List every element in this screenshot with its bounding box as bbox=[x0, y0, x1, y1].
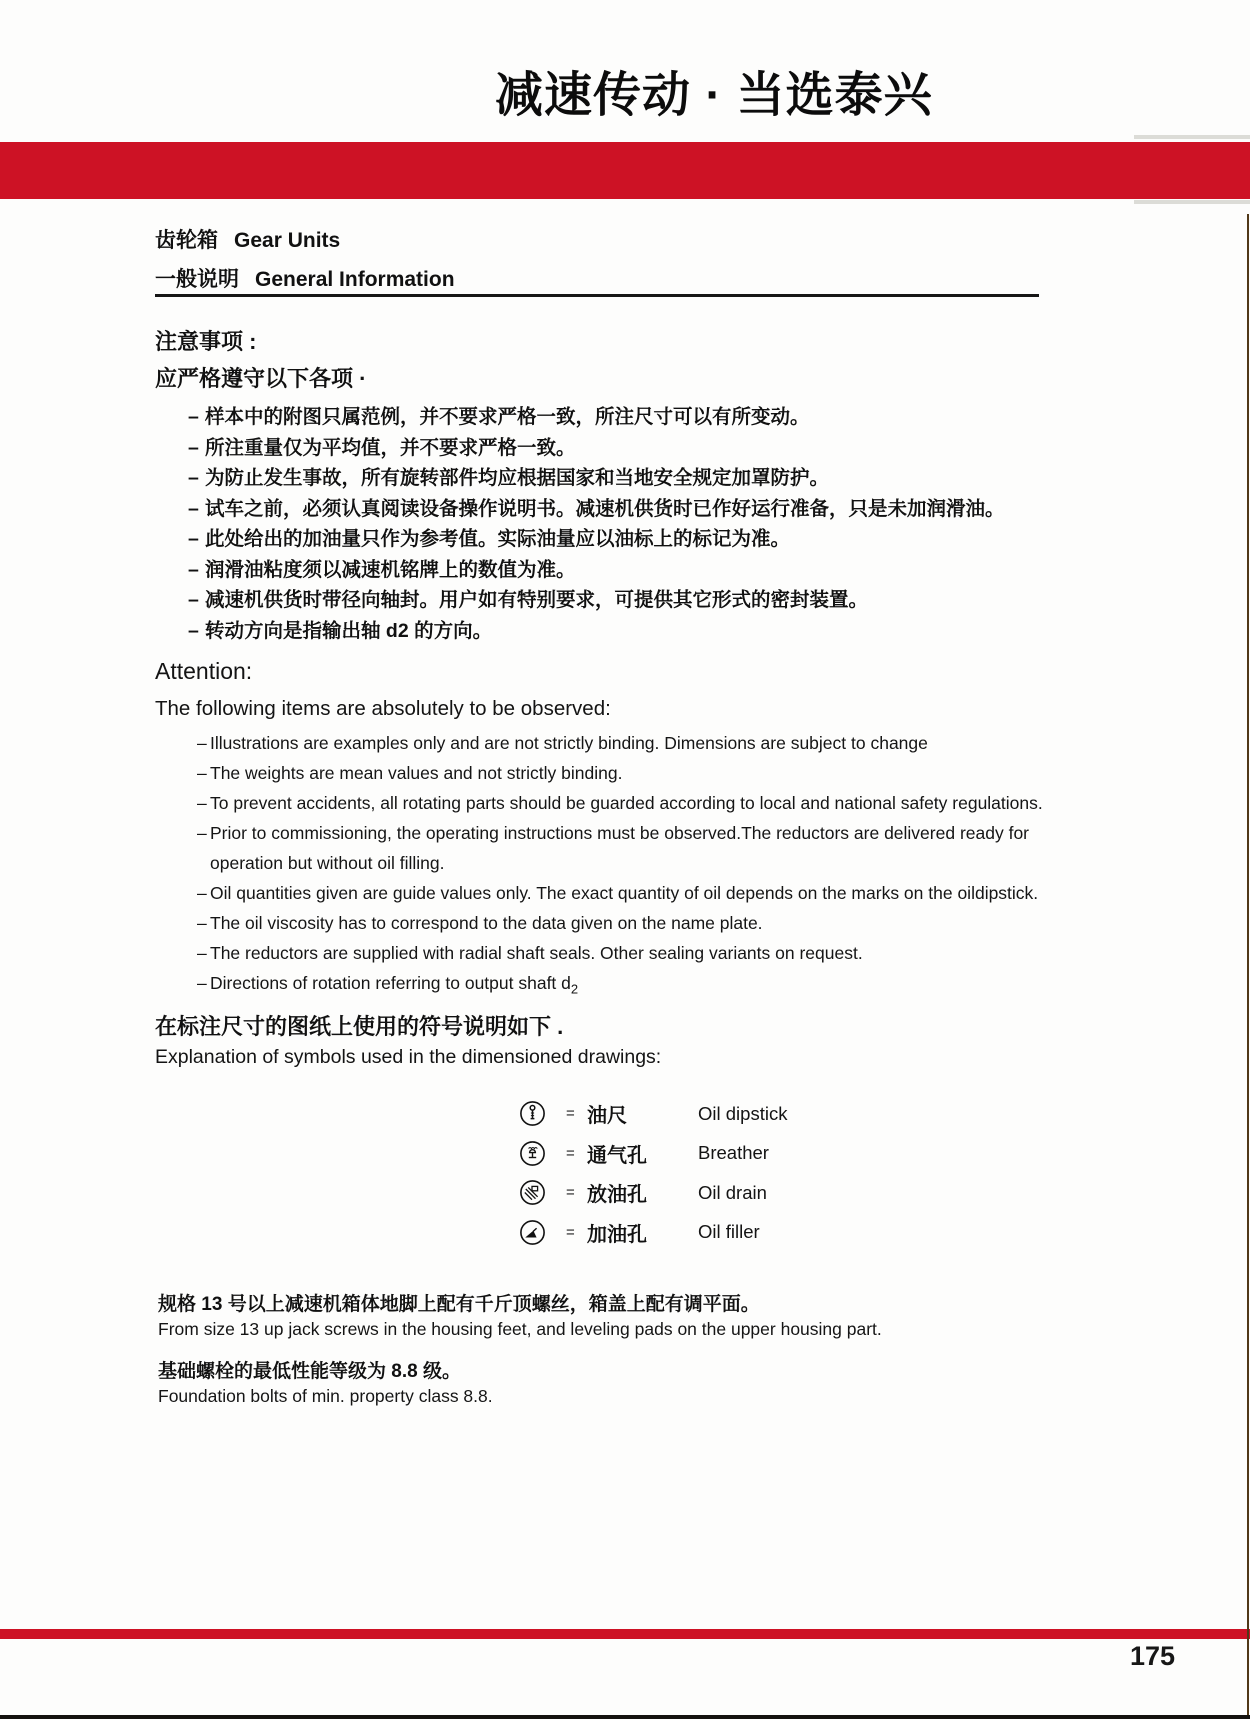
list-item-text: 为防止发生事故，所有旋转部件均应根据国家和当地安全规定加罩防护。 bbox=[205, 467, 830, 489]
symbol-label-zh: 加油孔 bbox=[587, 1223, 647, 1246]
list-item-text: The weights are mean values and not strictly binding. bbox=[210, 763, 623, 783]
list-item-text bbox=[210, 968, 578, 998]
dash-bullet: – bbox=[197, 763, 207, 783]
section-heading-gear-units bbox=[155, 224, 340, 254]
list-item bbox=[197, 908, 1043, 938]
jack-screws-note-zh: 规格 13 号以上减速机箱体地脚上配有千斤顶螺丝，箱盖上配有调平面。 bbox=[158, 1294, 760, 1315]
list-item-text: Illustrations are examples only and are not strictly binding. Dimensions are subject to change bbox=[210, 733, 928, 753]
attention-heading-en: Attention: bbox=[155, 658, 253, 684]
list-item bbox=[188, 616, 1005, 647]
symbol-row-oil-filler bbox=[519, 1213, 787, 1253]
list-item-text: 减速机供货时带径向轴封。用户如有特别要求，可提供其它形式的密封装置。 bbox=[205, 589, 869, 611]
rotation-note-text: Directions of rotation referring to output shaft d bbox=[210, 973, 571, 993]
symbols-legend bbox=[519, 1094, 787, 1252]
list-item bbox=[188, 555, 1005, 586]
list-item bbox=[188, 433, 1005, 464]
d2-subscript: 2 bbox=[570, 981, 579, 997]
list-item bbox=[188, 402, 1005, 433]
scan-artifact-line-top bbox=[1134, 135, 1250, 139]
list-item-text: 转动方向是指输出轴 d2 的方向。 bbox=[205, 619, 493, 642]
list-item-text: To prevent accidents, all rotating parts should be guarded according to local and national safety regulations. bbox=[210, 793, 1043, 813]
section-heading-en: Gear Units bbox=[234, 229, 341, 252]
symbol-label-en: Breather bbox=[698, 1142, 769, 1164]
dash-bullet: – bbox=[197, 943, 207, 963]
list-item bbox=[197, 938, 1043, 968]
list-item-text: 润滑油粘度须以减速机铭牌上的数值为准。 bbox=[205, 558, 576, 581]
equals-sign: = bbox=[566, 1105, 575, 1123]
dash-bullet: – bbox=[197, 733, 207, 753]
symbol-row-oil-drain bbox=[519, 1173, 787, 1213]
list-item bbox=[197, 818, 1043, 848]
list-item bbox=[188, 524, 1005, 555]
dash-bullet: – bbox=[197, 913, 207, 933]
list-item-text: Prior to commissioning, the operating instructions must be observed.The reductors are delivered ready for bbox=[210, 823, 1030, 843]
jack-screws-note-en: From size 13 up jack screws in the housing feet, and leveling pads on the upper housing part. bbox=[158, 1319, 882, 1339]
attention-subheading-zh: 应严格遵守以下各项 · bbox=[155, 366, 367, 391]
equals-sign: = bbox=[566, 1184, 575, 1202]
dash-bullet: – bbox=[188, 436, 199, 459]
dash-bullet: – bbox=[188, 589, 199, 611]
page-title: 减速传动 · 当选泰兴 bbox=[495, 69, 933, 122]
symbol-label-zh: 油尺 bbox=[587, 1105, 627, 1128]
list-item-text: The reductors are supplied with radial shaft seals. Other sealing variants on request. bbox=[210, 943, 863, 963]
oil-drain-icon bbox=[519, 1179, 546, 1206]
symbol-label-en: Oil dipstick bbox=[698, 1102, 788, 1124]
dash-bullet: – bbox=[188, 619, 199, 642]
list-item bbox=[197, 788, 1043, 818]
list-item-text: 试车之前，必须认真阅读设备操作说明书。减速机供货时已作好运行准备，只是未加润滑油。 bbox=[205, 497, 1005, 520]
equals-sign: = bbox=[566, 1144, 575, 1162]
header-red-band bbox=[0, 142, 1250, 199]
symbol-label-zh: 通气孔 bbox=[587, 1144, 647, 1167]
symbol-label-zh: 放油孔 bbox=[587, 1184, 647, 1207]
oil-dipstick-icon bbox=[519, 1100, 546, 1127]
section-heading-zh: 齿轮箱 bbox=[155, 229, 218, 252]
dash-bullet: – bbox=[197, 973, 207, 993]
section-subheading-zh: 一般说明 bbox=[155, 268, 239, 291]
dash-bullet: – bbox=[188, 497, 199, 520]
symbol-label-en: Oil filler bbox=[698, 1221, 760, 1243]
list-item-text: 所注重量仅为平均值，并不要求严格一致。 bbox=[205, 436, 576, 459]
dash-bullet: – bbox=[197, 793, 207, 813]
dash-bullet: – bbox=[188, 528, 199, 550]
attention-subheading-en: The following items are absolutely to be observed: bbox=[155, 697, 611, 720]
attention-heading-zh: 注意事项 : bbox=[155, 329, 257, 354]
list-item-text: operation but without oil filling. bbox=[210, 853, 445, 873]
symbol-row-breather bbox=[519, 1134, 787, 1174]
symbol-label-en: Oil drain bbox=[698, 1181, 767, 1203]
dash-bullet: – bbox=[197, 823, 207, 843]
dash-bullet: – bbox=[188, 558, 199, 581]
scan-artifact-line-bottom bbox=[1134, 200, 1250, 204]
breather-icon bbox=[519, 1140, 546, 1167]
foundation-bolts-note-en: Foundation bolts of min. property class 8.8. bbox=[158, 1386, 493, 1406]
scan-edge-bottom bbox=[0, 1715, 1250, 1719]
list-item-text: 样本中的附图只属范例，并不要求严格一致，所注尺寸可以有所变动。 bbox=[205, 406, 810, 428]
list-item bbox=[188, 585, 1005, 616]
attention-list-en bbox=[197, 728, 1043, 998]
list-item bbox=[197, 968, 1043, 998]
list-item-text: Oil quantities given are guide values only. The exact quantity of oil depends on the marks on the oildipstick. bbox=[210, 883, 1039, 903]
section-heading-general-information bbox=[155, 263, 455, 293]
attention-list-zh bbox=[188, 402, 1005, 646]
list-item bbox=[197, 878, 1043, 908]
dash-bullet: – bbox=[188, 467, 199, 489]
dash-bullet: – bbox=[197, 883, 207, 903]
list-item-text: The oil viscosity has to correspond to the data given on the name plate. bbox=[210, 913, 763, 933]
section-divider bbox=[155, 294, 1039, 297]
page-number: 175 bbox=[1130, 1641, 1176, 1671]
list-item bbox=[197, 758, 1043, 788]
equals-sign: = bbox=[566, 1223, 575, 1241]
list-item bbox=[188, 494, 1005, 525]
oil-filler-icon bbox=[519, 1219, 546, 1246]
list-item-text: 此处给出的加油量只作为参考值。实际油量应以油标上的标记为准。 bbox=[205, 528, 791, 550]
scan-edge-right bbox=[1247, 214, 1249, 1719]
dash-bullet: – bbox=[188, 406, 199, 428]
symbols-heading-en: Explanation of symbols used in the dimensioned drawings: bbox=[155, 1046, 662, 1068]
list-item bbox=[197, 728, 1043, 758]
foundation-bolts-note-zh: 基础螺栓的最低性能等级为 8.8 级。 bbox=[158, 1361, 461, 1382]
symbol-row-oil-dipstick bbox=[519, 1094, 787, 1134]
footer-red-line bbox=[0, 1629, 1250, 1639]
list-item-continuation bbox=[197, 848, 1043, 878]
list-item bbox=[188, 463, 1005, 494]
section-subheading-en: General Information bbox=[255, 268, 455, 291]
symbols-heading-zh: 在标注尺寸的图纸上使用的符号说明如下 . bbox=[155, 1014, 564, 1039]
